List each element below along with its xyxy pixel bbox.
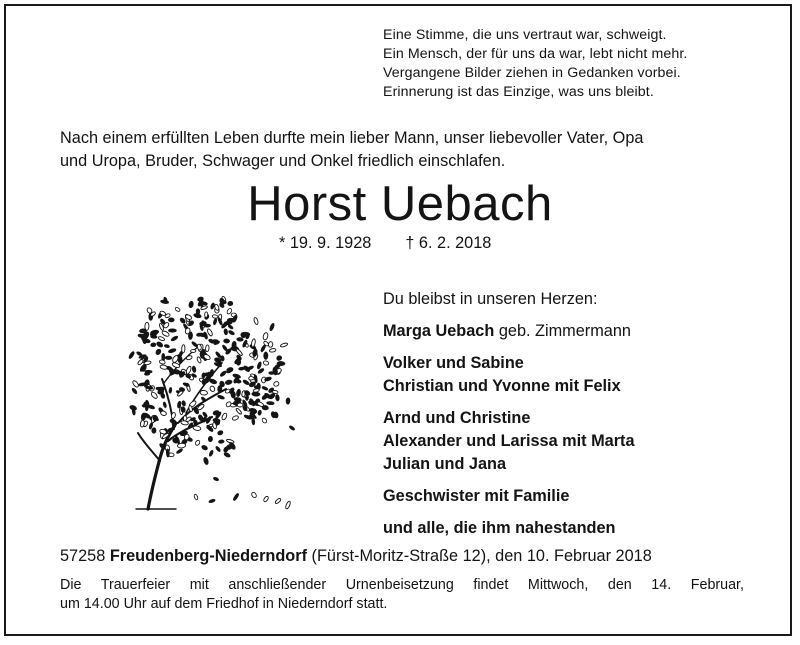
leaf-mark [263,496,269,503]
leaf-mark [261,417,267,423]
place-date-line [60,545,652,567]
leaf-mark [223,339,230,344]
leaf-mark [156,341,164,349]
leaf-mark [169,418,176,424]
leaf-mark [181,400,186,406]
mourner-group [383,517,783,540]
leaf-mark [285,501,291,510]
leaf-mark [205,345,209,352]
leaf-mark [188,301,194,308]
leaf-mark [220,355,224,361]
leaf-mark [217,317,223,325]
leaf-mark [272,390,278,394]
leaf-mark [203,457,209,466]
leaf-mark [165,356,172,360]
life-dates [279,232,491,254]
leaf-mark [225,379,233,385]
leaf-mark [186,355,193,360]
leaf-mark [218,439,224,443]
mourner-line: Christian und Yvonne mit Felix [383,377,621,395]
leaf-mark [221,412,228,420]
leaf-mark [163,402,167,408]
postal-code: 57258 [60,547,106,565]
leaf-mark [274,498,281,505]
leaf-mark [175,307,181,313]
leaf-mark [237,403,243,407]
leaf-mark [261,386,268,391]
leaf-mark [219,370,227,377]
poem [383,26,687,102]
leaf-mark [150,391,158,399]
leaf-mark [212,339,219,343]
leaf-mark [194,494,199,500]
leaf-mark [200,390,208,395]
leaf-mark [227,301,233,306]
leaf-mark [251,339,256,348]
leaf-mark [207,328,214,336]
spouse-row [383,320,783,343]
mourner-line: Geschwister mit Familie [383,487,570,505]
leaf-mark [217,385,222,392]
mourner-group [383,407,783,476]
leaf-mark [170,335,178,342]
leaf-mark [176,448,183,454]
leaf-mark [153,415,158,421]
leaf-mark [144,372,150,375]
leaf-mark [159,387,165,390]
leaf-mark [199,322,205,326]
leaf-mark [151,427,156,433]
leaf-mark [238,367,245,371]
intro-text [60,127,760,173]
leaf-mark [212,314,218,318]
leaf-mark [223,452,231,458]
leaf-mark [205,312,208,318]
leaf-mark [213,318,218,325]
poem-line: Eine Stimme, die uns vertraut war, schweigt. [383,27,667,43]
leaf-mark [192,366,197,373]
leaf-mark [276,355,283,362]
intro-line: Nach einem erfüllten Leben durfte mein lieber Mann, unser liebevoller Vater, Opa [60,129,644,147]
deceased-name: Horst Uebach [247,177,553,231]
leaf-mark [260,344,266,352]
leaf-mark [150,342,156,347]
leaf-mark [158,336,165,342]
mourner-line: Julian und Jana [383,455,507,473]
leaf-mark [251,492,257,499]
leaf-mark [286,398,291,405]
leaf-mark [257,410,261,416]
leaf-mark [208,499,215,504]
leaf-mark [264,352,268,360]
town: Freudenberg-Niederndorf [109,547,308,565]
leaf-mark [129,404,137,411]
death-date: † 6. 2. 2018 [405,234,492,252]
leaf-mark [128,351,135,360]
address-date: (Fürst-Moritz-Straße 12), den 10. Februar 2018 [311,547,652,565]
leaf-mark [280,342,288,347]
leaf-mark [155,348,162,356]
funeral-info [60,576,744,614]
leaf-mark [168,329,176,333]
leaf-mark [250,408,254,414]
leaf-mark [269,348,276,353]
funeral-line: Die Trauerfeier mit anschließender Urnenbeisetzung findet Mittwoch, den 14. Februar, [60,577,744,593]
spouse-name: Marga Uebach [383,322,495,340]
intro-line: und Uropa, Bruder, Schwager und Onkel friedlich einschlafen. [60,152,506,170]
leaf-mark [166,449,170,457]
leaf-mark [246,365,254,370]
mourner-group [383,352,783,398]
leaf-mark [168,318,174,322]
leaf-mark [201,396,207,402]
leaf-mark [266,401,274,405]
birth-date: * 19. 9. 1928 [279,234,372,252]
leaf-mark [275,394,280,401]
mourners-heading: Du bleibst in unseren Herzen: [383,290,598,308]
leaf-mark [168,348,177,354]
leaf-mark [169,387,173,393]
leaf-mark [269,323,275,332]
leaf-mark [193,425,201,431]
spouse-maiden-name: geb. Zimmermann [498,322,631,340]
mourners [383,288,783,540]
leaf-mark [181,345,185,353]
leaf-mark [217,395,225,400]
leaf-mark [201,444,208,451]
mourner-group [383,485,783,508]
leaf-mark [193,313,202,319]
leaf-mark [268,342,273,348]
leaf-mark [257,401,265,407]
leaf-mark [273,381,280,387]
leaf-mark [208,436,213,442]
leaf-mark [242,379,250,386]
poem-line: Ein Mensch, der für uns da war, lebt nicht mehr. [383,46,688,62]
wind-blown-tree-icon [116,283,296,513]
leaf-mark [222,344,229,352]
leaf-mark [177,443,186,448]
leaf-mark [209,385,216,392]
leaf-mark [191,341,198,348]
leaf-mark [253,317,258,325]
mourner-line: Arnd und Christine [383,409,531,427]
leaf-mark [227,324,233,330]
leaf-mark [263,360,269,365]
leaf-mark [289,425,296,431]
leaf-mark [235,408,242,415]
leaf-mark [188,332,193,340]
poem-line: Erinnerung ist das Einzige, was uns bleibt. [383,84,654,100]
leaf-mark [213,477,219,482]
leaf-mark [190,350,195,353]
mourner-line: Volker und Sabine [383,354,524,372]
leaf-mark [136,351,143,357]
mourner-line: und alle, die ihm nahestanden [383,519,616,537]
leaf-mark [232,493,239,501]
leaf-mark [232,415,239,421]
leaf-mark [224,328,229,335]
funeral-line: um 14.00 Uhr auf dem Friedhof in Niederndorf statt. [60,596,388,612]
leaf-mark [195,440,201,446]
leaf-mark [215,446,221,453]
leaf-mark [236,389,241,397]
leaf-mark [256,361,262,369]
leaf-mark [245,395,248,401]
leaf-mark [160,364,168,369]
poem-line: Vergangene Bilder ziehen in Gedanken vorbei. [383,65,681,81]
mourner-line: Alexander und Larissa mit Marta [383,432,635,450]
leaf-mark [217,430,224,436]
leaf-mark [252,392,261,397]
leaf-mark [262,332,268,340]
leaf-mark [208,450,213,457]
leaf-mark [131,387,138,394]
leaf-mark [228,330,235,336]
leaf-mark [164,344,170,348]
leaf-mark [132,380,140,388]
leaf-mark [182,382,189,387]
leaf-mark [160,410,167,416]
